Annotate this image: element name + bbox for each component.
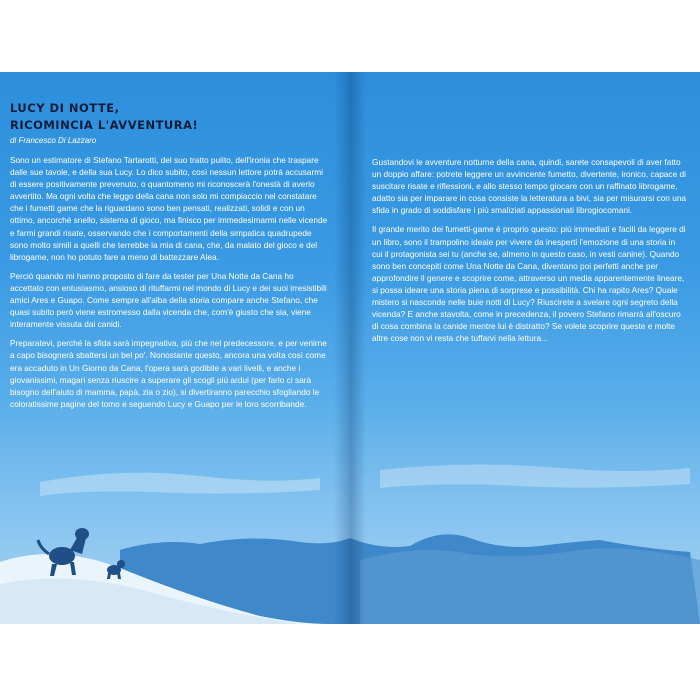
article-author: di Francesco Di Lazzaro [10, 136, 97, 145]
paragraph: Perciò quando mi hanno proposto di fare da tester per Una Notte da Cana ho accettato con entusiasmo, ansioso di rituffarmi nel mondo di Lucy e dei suoi irresistibili amici Ares e Guapo. Come sempre all'alba della storia compare anche Stefano, che quasi subito però viene estromesso dalla vicenda che, com'è giusto che sia, viene interamente vissuta dai canidi. [10, 270, 327, 330]
mountain-range-far [360, 548, 700, 624]
paragraph: Il grande merito dei fumetti-game è proprio questo: più immediati e facili da leggere di un libro, sono il trampolino ideale per vivere da inesperti l'emozione di una storia in cui il protagonista sei tu (anche se, almeno in questo caso, in vesti canine). Quando sono ben concepiti come Una Notte da Cana, diventano poi perfetti anche per approfondire il genere e scoprire come, attraverso un media apparentemente lineare, si possa ideare una storia piena di sorprese e possibilità. Chi ha rapito Ares? Quale mistero si nasconde nelle buie notti di Lucy? Riuscirete a svelare ogni segreto della vicenda? E anche stavolta, come in precedenza, il povero Stefano rimarrà all'oscuro di cosa combina la canide mentre lui è distratto? Se volete scoprire queste e molte altre cose non vi resta che tuffarvi nella lettura... [372, 224, 686, 344]
article-title-line-1: LUCY DI NOTTE, [10, 101, 120, 115]
article-title [10, 100, 198, 134]
paragraph: Gustandovi le avventure notturne della cana, quindi, sarete consapevoli di aver fatto un doppio affare: potrete leggere un avvincente fumetto, divertente, ironico, capace di suscitare risate e riflessioni, e allo stesso tempo giocare con un raffinato librogame, adatto sia per imparare in cosa consiste la letteratura a bivi, sia per misurarsi con una sfida in grado di soddisfare i più smaliziati appassionati librogiocomani. [372, 157, 687, 216]
paragraph: Sono un estimatore di Stefano Tartarotti, del suo tratto pulito, dell'ironia che traspare dalle sue tavole, e della sua Lucy. Lo dico subito, così nessun lettore potrà accusarmi di essere positivamente prevenuto, o quantomeno mi riconoscerà l'onestà di averlo avvertito. Ma ogni volta che leggo della cana non solo mi compiaccio nel constatare che i fumetti game che la riguardano sono ben pensati, realizzati, solidi e con un ottimo, ancorché snello, sistema di gioco, ma finisco per immedesimarmi nelle vicende e farmi grandi risate, osservando che i comportamenti della simpatica quadrupede sono molto simili a quelli che terrebbe la mia di cana, che, da malato del gioco e del librogame, non ho potuto fare a meno di battezzare Alea. [10, 155, 328, 262]
cloud-left [40, 473, 320, 496]
page-gutter [334, 72, 366, 624]
article-title-line-2: RICOMINCIA L'AVVENTURA! [10, 118, 199, 132]
cloud-right [380, 464, 690, 488]
right-page-text [372, 156, 688, 351]
left-page-text [10, 154, 328, 417]
paragraph: Preparatevi, perché la sfida sarà impegnativa, più che nel predecessore, e per venirne a capo bisognerà sbattersi un bel po'. Nonostante questo, ancora una volta così come era accaduto in Un Giorno da Cana, l'opera sarà godibile a vari livelli, e anche i giovanissimi, magari senza riuscire a superare gli scogli più ardui (per farlo ci sarà bisogno dell'aiuto di mamma, papà, zia o zio), si divertiranno parecchio sfogliando le coloratissime pagine del tomo e seguendo Lucy e Guapo per le loro scorribande. [10, 338, 327, 409]
